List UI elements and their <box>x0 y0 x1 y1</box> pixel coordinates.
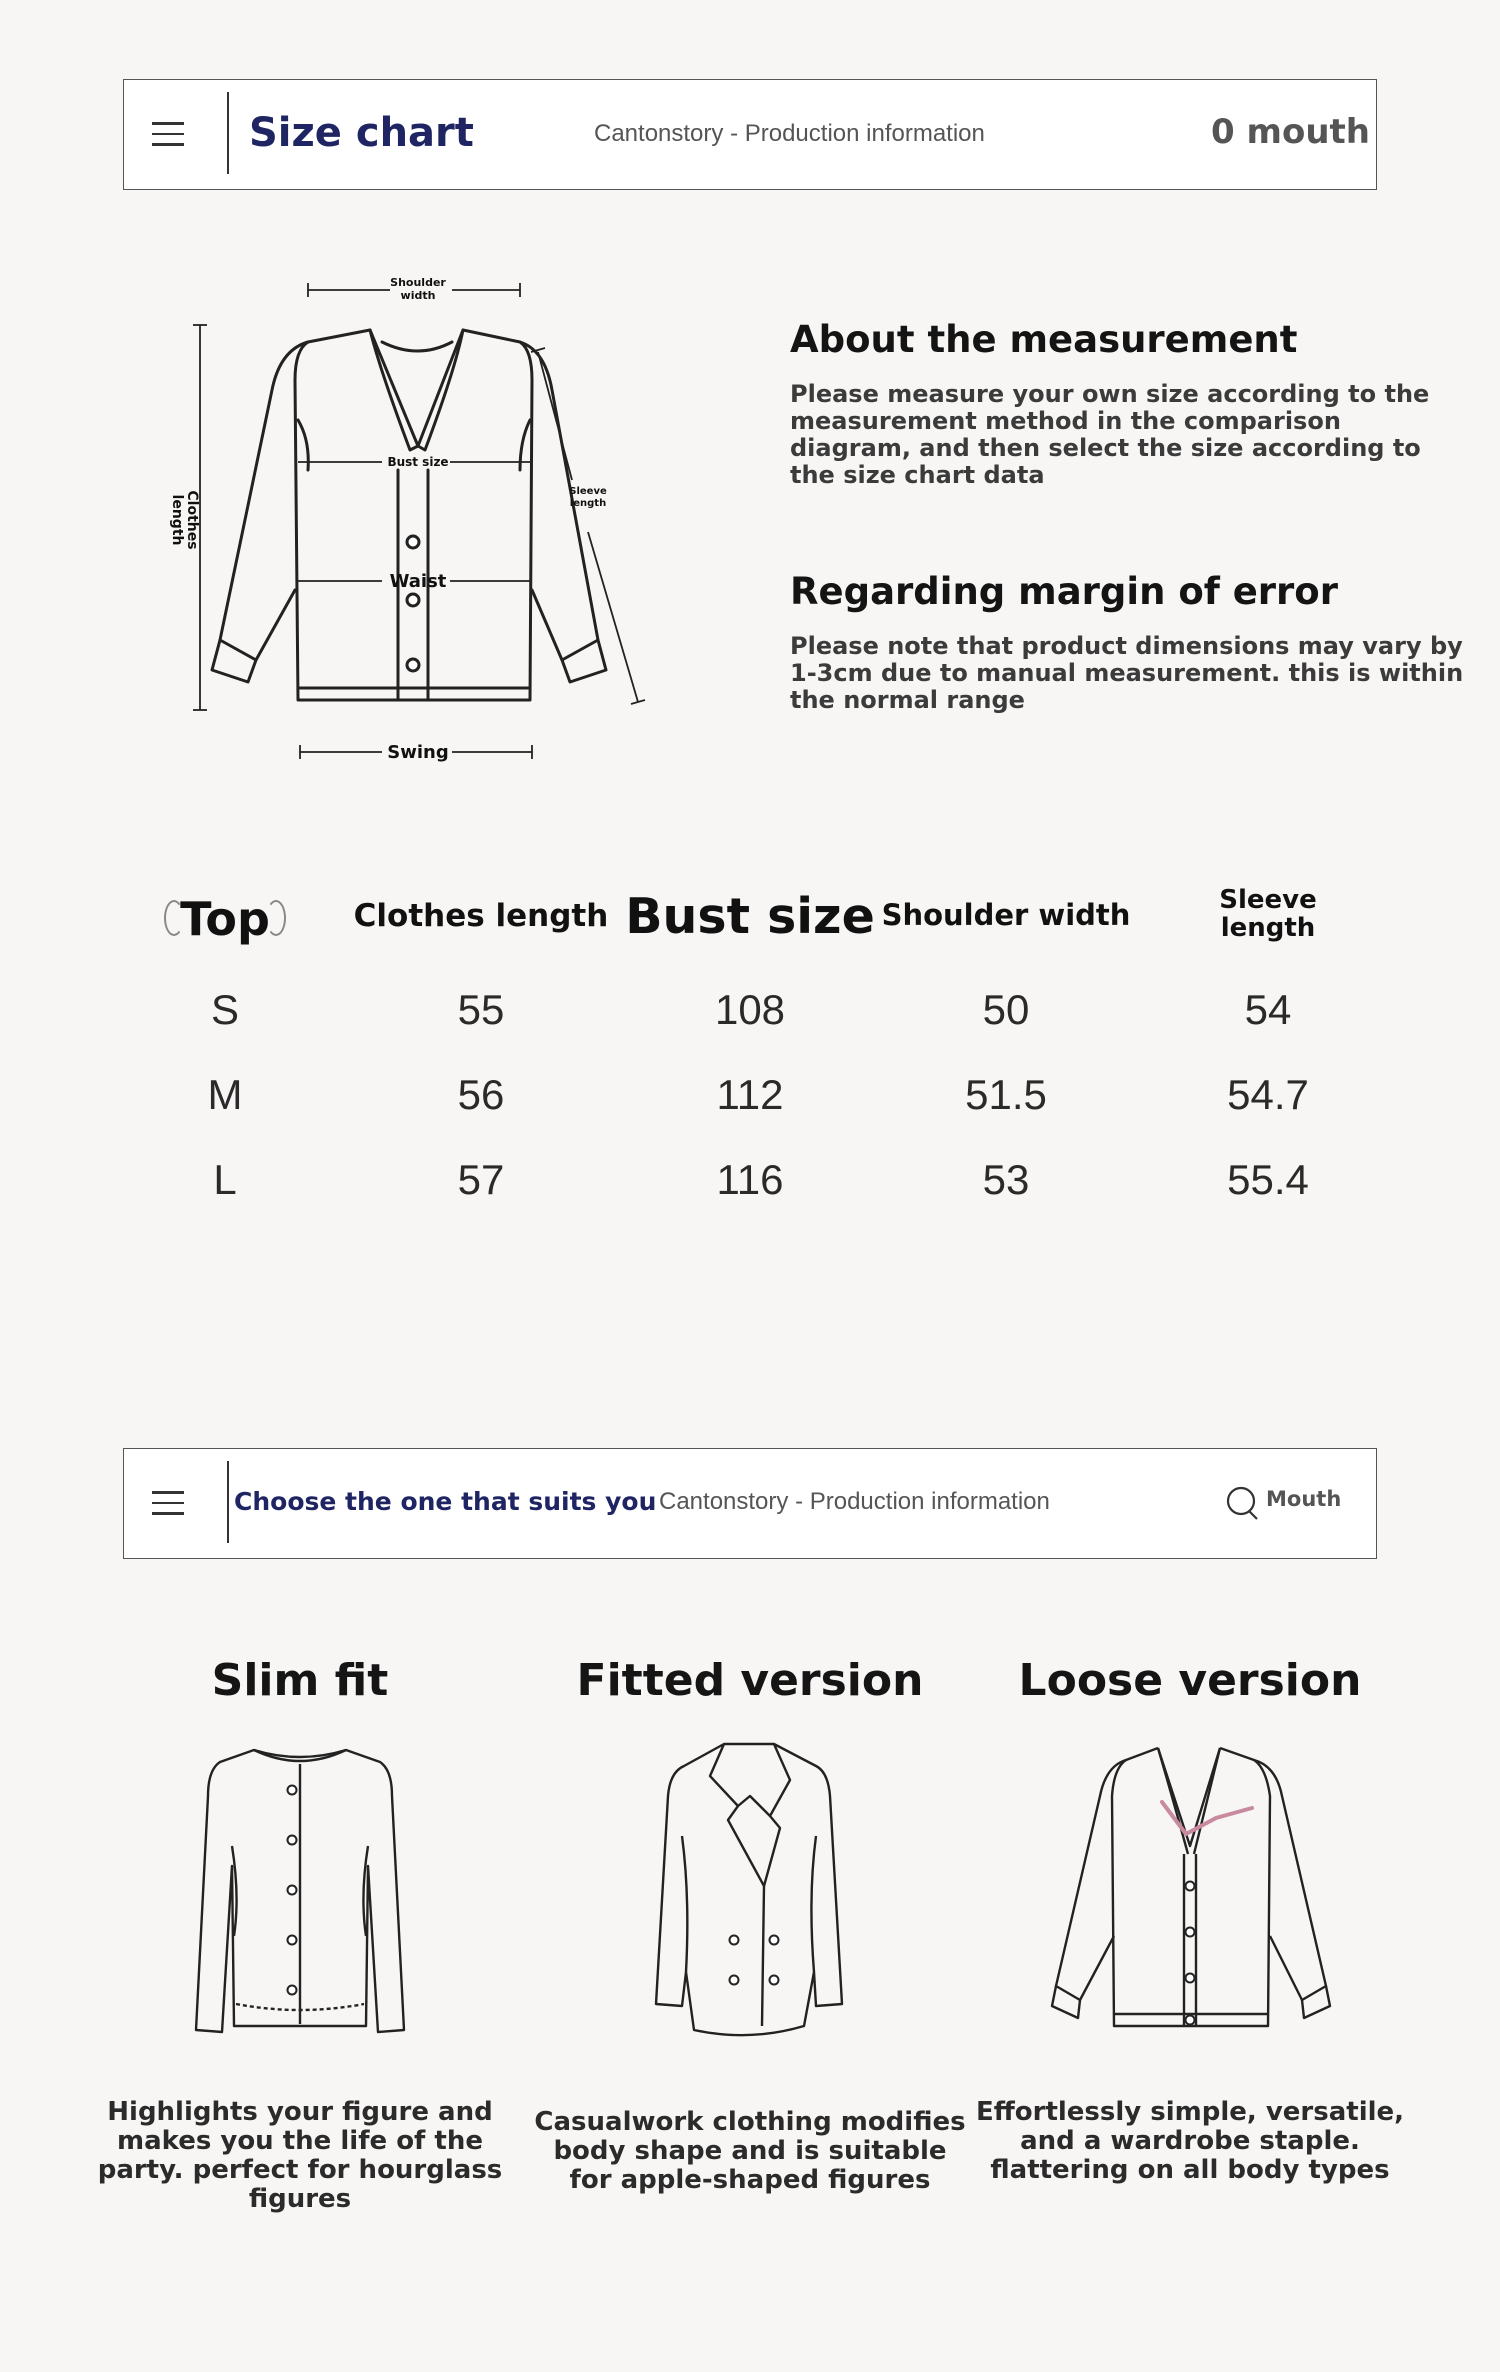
fit-option-slim <box>80 1655 520 2214</box>
size-table <box>140 880 1360 1235</box>
cell-bust-size: 108 <box>714 986 786 1033</box>
fit-option-fitted <box>530 1655 970 2195</box>
error-text: Please note that product dimensions may vary by 1-3cm due to manual measurement. this is within the normal range <box>790 632 1464 714</box>
size-chart-header <box>123 79 1377 190</box>
sleeve-label: Sleeve <box>569 486 607 497</box>
header-top: Top <box>180 892 270 946</box>
shoulder-label-2: width <box>400 289 436 302</box>
cell-size: M <box>207 1071 243 1118</box>
fit-option-loose <box>970 1655 1410 2185</box>
fit-description: Effortlessly simple, versatile, and a wardrobe staple. flattering on all body types <box>975 2097 1405 2185</box>
page-title: Size chart <box>249 110 474 156</box>
magnifier-icon[interactable] <box>1226 1485 1258 1521</box>
menu-icon[interactable] <box>152 1491 184 1517</box>
header-right-text: Mouth <box>1266 1487 1342 1511</box>
header-right-text: 0 mouth <box>1211 112 1370 152</box>
sleeve-label-2: length <box>569 498 607 509</box>
header-divider <box>227 92 229 174</box>
about-measurement-block <box>790 318 1470 489</box>
about-heading: About the measurement <box>790 318 1298 361</box>
table-row <box>140 980 1360 1065</box>
clothes-label-2: length <box>169 494 185 546</box>
section-title: Choose the one that suits you <box>234 1487 657 1516</box>
loose-cardigan-icon <box>1040 1736 1340 2036</box>
fit-title: Loose version <box>1018 1655 1362 1706</box>
cell-clothes-length: 56 <box>457 1071 505 1118</box>
fit-guide-header <box>123 1448 1377 1559</box>
cell-size: L <box>213 1156 237 1203</box>
header-clothes-length: Clothes length <box>353 898 609 934</box>
waist-label: Waist <box>389 571 447 592</box>
table-row <box>140 1065 1360 1150</box>
cell-size: S <box>210 986 240 1033</box>
cell-shoulder-width: 51.5 <box>965 1071 1047 1118</box>
header-bust-size: Bust size <box>625 888 875 945</box>
fit-description: Casualwork clothing modifies body shape and is suitable for apple-shaped figures <box>534 2107 966 2195</box>
cell-bust-size: 112 <box>716 1071 784 1118</box>
error-heading: Regarding margin of error <box>790 570 1338 613</box>
slim-cardigan-icon <box>180 1736 420 2036</box>
table-row <box>140 1150 1360 1235</box>
cell-sleeve-length: 55.4 <box>1227 1156 1309 1203</box>
header-divider <box>227 1461 229 1543</box>
header-subtitle: Cantonstory - Production information <box>594 120 985 147</box>
header-subtitle: Cantonstory - Production information <box>659 1488 1050 1515</box>
cell-shoulder-width: 53 <box>982 1156 1030 1203</box>
about-text: Please measure your own size according to the measurement method in the comparison diagram, and then select the size according to the size chart data <box>790 380 1430 489</box>
cell-shoulder-width: 50 <box>982 986 1030 1033</box>
cell-clothes-length: 57 <box>457 1156 505 1203</box>
fit-description: Highlights your figure and makes you the life of the party. perfect for hourglass figures <box>97 2097 503 2214</box>
shoulder-label: Shoulder <box>390 276 446 289</box>
fit-title: Slim fit <box>211 1655 389 1706</box>
table-header-row <box>140 880 1360 980</box>
swing-label: Swing <box>387 742 449 763</box>
cell-sleeve-length: 54.7 <box>1227 1071 1309 1118</box>
fit-options <box>80 1655 1420 2215</box>
clothes-label: Clothes <box>184 490 200 550</box>
header-sleeve-length: Sleeve length <box>1219 885 1317 943</box>
cell-bust-size: 116 <box>716 1156 784 1203</box>
fitted-blazer-icon <box>630 1736 870 2046</box>
cell-sleeve-length: 54 <box>1244 986 1292 1033</box>
bust-label: Bust size <box>387 455 449 469</box>
cell-clothes-length: 55 <box>457 986 505 1033</box>
fit-title: Fitted version <box>576 1655 924 1706</box>
menu-icon[interactable] <box>152 122 184 148</box>
margin-error-block <box>790 570 1470 714</box>
measurement-diagram <box>160 270 660 770</box>
header-shoulder-width: Shoulder width <box>881 898 1131 932</box>
